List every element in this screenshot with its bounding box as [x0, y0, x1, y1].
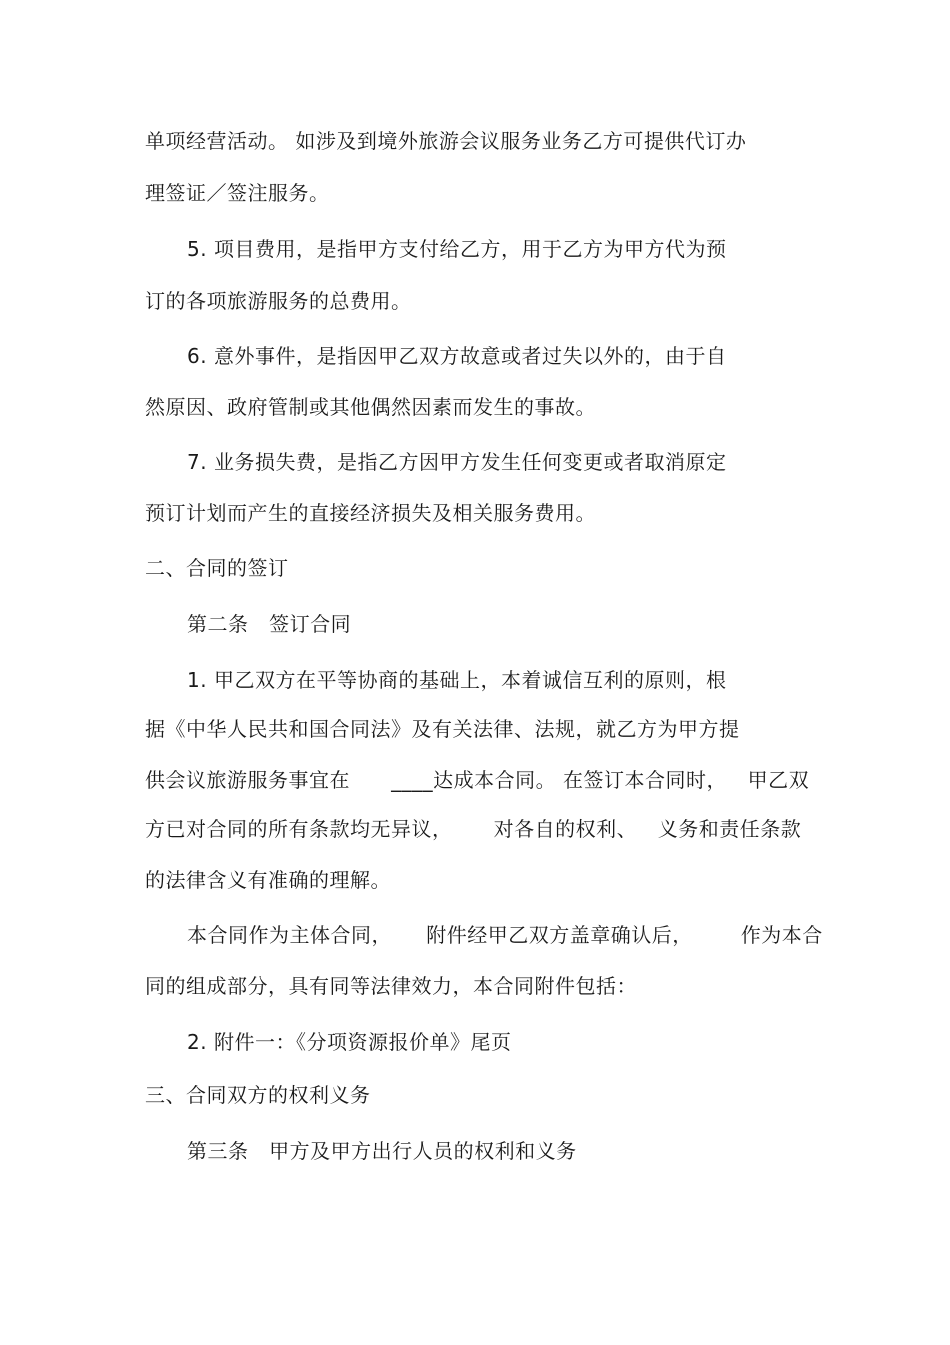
text-line: 预订计划而产生的直接经济损失及相关服务费用。 [145, 501, 596, 525]
text-line: 方已对合同的所有条款均无异议， 对各自的权利、 义务和责任条款 [145, 817, 802, 841]
section-heading: 三、合同双方的权利义务 [145, 1083, 371, 1107]
section-heading: 二、合同的签订 [145, 556, 289, 580]
text-line: 1. 甲乙双方在平等协商的基础上，本着诚信互利的原则，根 [187, 668, 727, 692]
text-line: 同的组成部分，具有同等法律效力，本合同附件包括： [145, 974, 637, 998]
article-heading: 第三条 甲方及甲方出行人员的权利和义务 [187, 1139, 577, 1163]
text-line: 5. 项目费用，是指甲方支付给乙方，用于乙方为甲方代为预 [187, 237, 727, 261]
text-line: 本合同作为主体合同， 附件经甲乙双方盖章确认后， 作为本合 [187, 923, 823, 947]
text-line: 订的各项旅游服务的总费用。 [145, 289, 412, 313]
text-line: 6. 意外事件，是指因甲乙双方故意或者过失以外的，由于自 [187, 344, 727, 368]
text-line: 供会议旅游服务事宜在 ____达成本合同。 在签订本合同时， 甲乙双 [145, 768, 810, 792]
text-line: 2. 附件一：《分项资源报价单》尾页 [187, 1030, 512, 1054]
text-line: 7. 业务损失费，是指乙方因甲方发生任何变更或者取消原定 [187, 450, 727, 474]
article-heading: 第二条 签订合同 [187, 612, 352, 636]
text-line: 据《中华人民共和国合同法》及有关法律、法规，就乙方为甲方提 [145, 717, 740, 741]
text-line: 然原因、政府管制或其他偶然因素而发生的事故。 [145, 395, 596, 419]
text-line: 的法律含义有准确的理解。 [145, 868, 391, 892]
text-line: 单项经营活动。 如涉及到境外旅游会议服务业务乙方可提供代订办 [145, 129, 747, 153]
text-line: 理签证／签注服务。 [145, 181, 330, 205]
